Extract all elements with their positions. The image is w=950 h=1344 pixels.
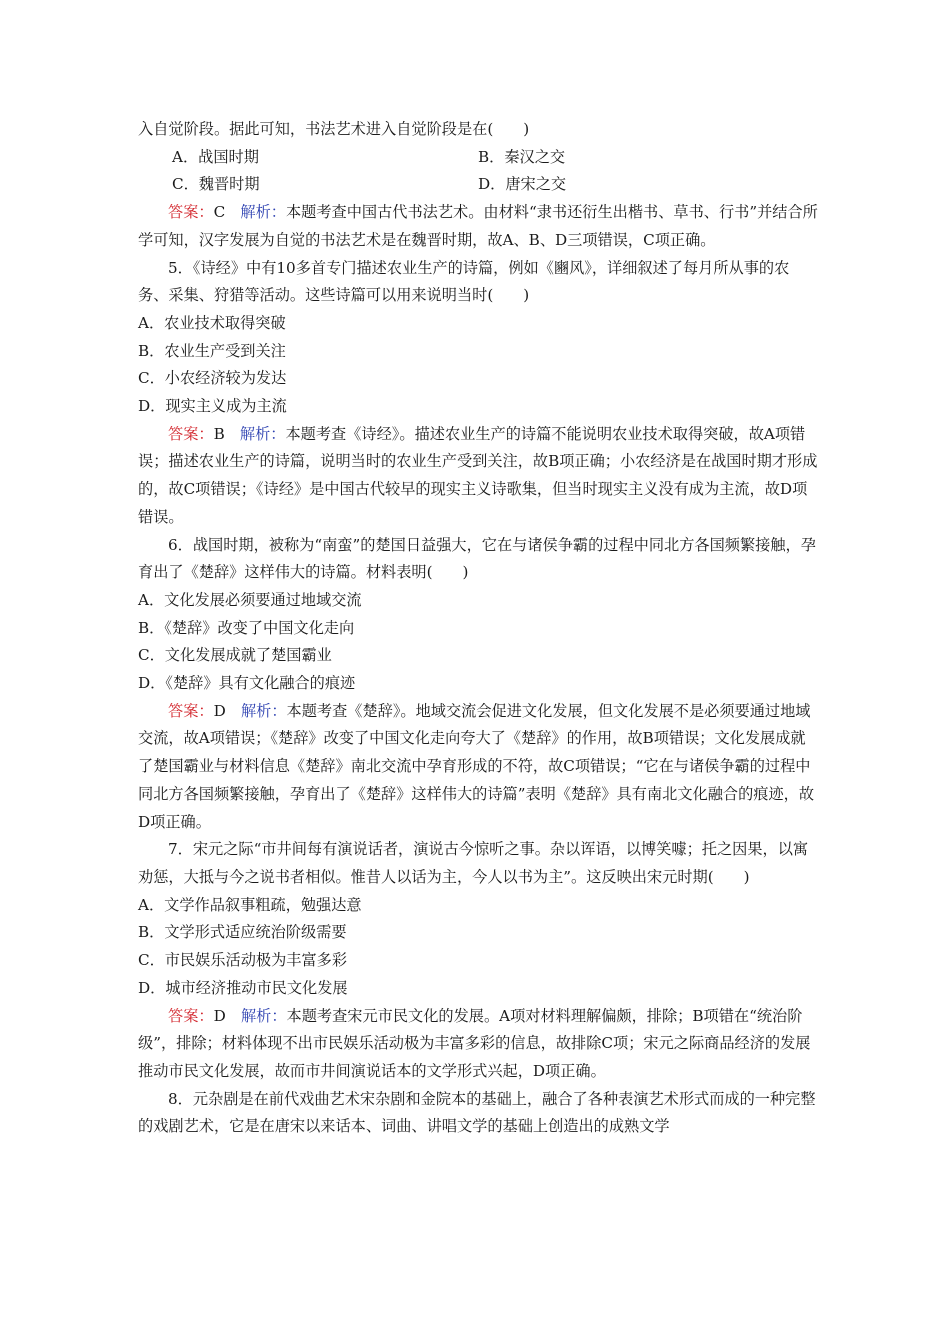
q8-stem: 8．元杂剧是在前代戏曲艺术宋杂剧和金院本的基础上，融合了各种表演艺术形式而成的一种完整的戏剧艺术，它是在唐宋以来话本、词曲、讲唱文学的基础上创造出的成熟文学 <box>138 1089 816 1136</box>
answer-value: C <box>213 203 226 222</box>
q7-stem-text: 7．宋元之际“市井间每有演说话者，演说古今惊听之事。杂以诨语，以博笑噱；托之因果，以寓劝惩，大抵与今之说书者相似。惟昔人以话为主，今人以书为主”。这反映出宋元时期( <box>138 840 809 886</box>
q6-stem-text: 6．战国时期，被称为“南蛮”的楚国日益强大，它在与诸侯争霸的过程中同北方各国频繁接触，孕育出了《楚辞》这样伟大的诗篇。材料表明( <box>138 535 816 582</box>
q5-option-d: D．现实主义成为主流 <box>138 397 287 416</box>
explain-label: 解析： <box>240 1006 287 1025</box>
q4-options-row-2 <box>138 171 818 199</box>
q4-options-row-1 <box>138 144 818 172</box>
q6-option-b: B．《楚辞》改变了中国文化走向 <box>138 618 355 637</box>
q4-stem-text: 入自觉阶段。据此可知，书法艺术进入自觉阶段是在( <box>138 120 494 138</box>
q7-option-c: C．市民娱乐活动极为丰富多彩 <box>138 951 348 970</box>
answer-value: D <box>213 1006 226 1025</box>
q5-answer <box>138 421 818 532</box>
answer-label: 答案： <box>168 203 214 222</box>
q7-option-d: D．城市经济推动市民文化发展 <box>138 978 348 997</box>
q6-stem <box>138 532 818 587</box>
q7-option-a: A．文学作品叙事粗疏，勉强达意 <box>138 895 362 914</box>
q5-stem-text: 5．《诗经》中有10多首专门描述农业生产的诗篇，例如《豳风》，详细叙述了每月所从事的农务、采集、狩猎等活动。这些诗篇可以用来说明当时( <box>138 258 790 305</box>
explain-label: 解析： <box>240 701 287 720</box>
q4-answer <box>138 199 818 254</box>
answer-value: D <box>213 701 226 720</box>
q6-option-c: C．文化发展成就了楚国霸业 <box>138 646 332 665</box>
paren-close: ) <box>462 563 469 582</box>
q7-option-b: B．文学形式适应统治阶级需要 <box>138 923 347 942</box>
answer-label: 答案： <box>168 701 214 720</box>
paren-close: ) <box>743 867 750 886</box>
answer-label: 答案： <box>168 1006 214 1025</box>
explain-text: 本题考查宋元市民文化的发展。A项对材料理解偏颇，排除；B项错在“统治阶级”，排除；材料体现不出市民娱乐活动极为丰富多彩的信息，故排除C项；宋元之际商品经济的发展推动市民文化发展，故而市井间演说话本的文学形式兴起，D项正确。 <box>138 1006 811 1080</box>
q4-option-a: A．战国时期 <box>172 147 259 166</box>
q4-option-c: C．魏晋时期 <box>172 175 260 194</box>
explain-label: 解析： <box>239 424 286 443</box>
q6-answer <box>138 698 818 837</box>
answer-value: B <box>213 424 225 443</box>
q6-option-a: A．文化发展必须要通过地域交流 <box>138 590 362 609</box>
q5-option-b: B．农业生产受到关注 <box>138 341 286 360</box>
paren-close: ) <box>523 120 530 138</box>
q7-stem <box>138 836 818 891</box>
q4-option-b: B．秦汉之交 <box>478 147 566 166</box>
answer-label: 答案： <box>168 424 214 443</box>
explain-text: 本题考查《楚辞》。地域交流会促进文化发展，但文化发展不是必须要通过地域交流，故A项错误；《楚辞》改变了中国文化走向夸大了《楚辞》的作用，故B项错误；文化发展成就了楚国霸业与材料信息《楚辞》南北交流中孕育形成的不符，故C项错误；“它在与诸侯争霸的过程中同北方各国频繁接触，孕育出了《楚辞》这样伟大的诗篇”表明《楚辞》具有南北文化融合的痕迹，故D项正确。 <box>138 701 815 831</box>
q5-option-c: C．小农经济较为发达 <box>138 369 287 388</box>
explain-text: 本题考查《诗经》。描述农业生产的诗篇不能说明农业技术取得突破，故A项错误；描述农业生产的诗篇，说明当时的农业生产受到关注，故B项正确；小农经济是在战国时期才形成的，故C项错误；《诗经》是中国古代较早的现实主义诗歌集，但当时现实主义没有成为主流，故D项错误。 <box>138 424 818 526</box>
explain-label: 解析： <box>240 203 286 222</box>
q6-option-d: D．《楚辞》具有文化融合的痕迹 <box>138 674 356 693</box>
q5-stem <box>138 255 818 310</box>
q7-answer <box>138 1003 818 1086</box>
q4-option-d: D．唐宋之交 <box>478 175 567 194</box>
explain-text: 本题考查中国古代书法艺术。由材料“隶书还衍生出楷书、草书、行书”并结合所学可知，汉字发展为自觉的书法艺术是在魏晋时期，故A、B、D三项错误，C项正确。 <box>138 203 818 249</box>
paren-close: ) <box>523 286 530 305</box>
question-content <box>138 116 818 1141</box>
q5-option-a: A．农业技术取得突破 <box>138 313 286 332</box>
q4-stem <box>138 116 818 144</box>
